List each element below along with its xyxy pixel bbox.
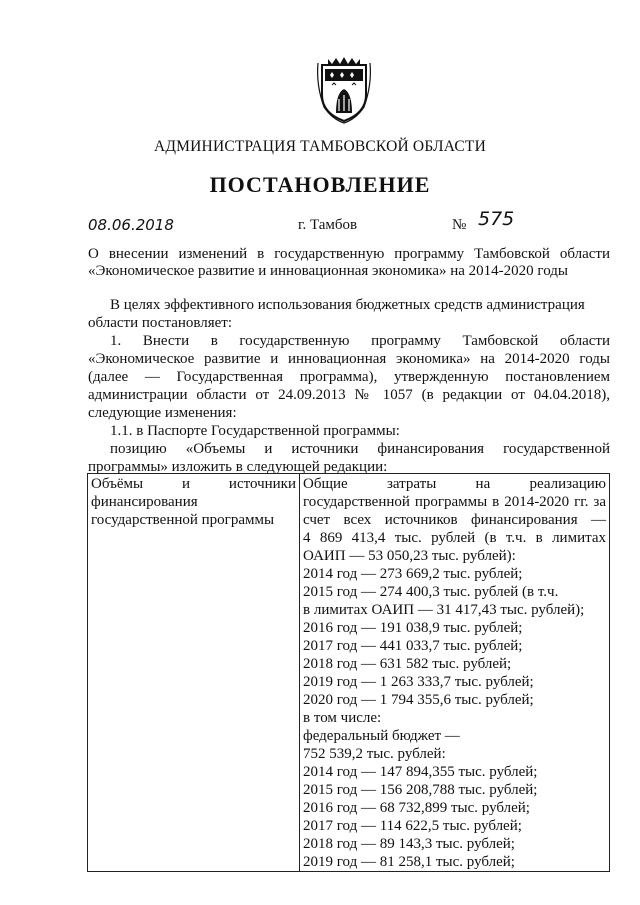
preamble-line: области постановляет:: [88, 315, 233, 331]
item-1-line: следующие изменения:: [88, 405, 237, 421]
value-line: 2016 год — 68 732,899 тыс. рублей;: [303, 800, 530, 816]
value-line: в лимитах ОАИП — 31 417,43 тыс. рублей);: [303, 602, 585, 618]
value-line: федеральный бюджет —: [303, 728, 460, 744]
value-line: 2014 год — 147 894,355 тыс. рублей;: [303, 764, 538, 780]
table-cell-label: [88, 474, 300, 872]
value-line: 4 869 413,4 тыс. рублей (в т.ч. в лимитах: [303, 530, 606, 546]
document-number: 575: [478, 208, 515, 230]
table-row: [88, 474, 610, 872]
item-1-line: «Экономическое развитие и инновационная экономика» на 2014-2020 годы: [88, 351, 610, 367]
document-type-title: ПОСТАНОВЛЕНИЕ: [209, 172, 431, 197]
document-number-label: №: [452, 217, 467, 233]
value-line: 2019 год — 81 258,1 тыс. рублей;: [303, 854, 515, 870]
value-line: 2014 год — 273 669,2 тыс. рублей;: [303, 566, 523, 582]
coat-of-arms-emblem: [314, 55, 374, 125]
value-line: счет всех источников финансирования —: [303, 512, 606, 528]
value-line: 752 539,2 тыс. рублей:: [303, 746, 446, 762]
item-1-line: администрации области от 24.09.2013 № 1057 (в редакции от 04.04.2018),: [88, 387, 610, 403]
value-line: 2018 год — 631 582 тыс. рублей;: [303, 656, 512, 672]
value-line: 2015 год — 274 400,3 тыс. рублей (в т.ч.: [303, 584, 559, 600]
passport-table: [87, 473, 610, 872]
value-line: 2017 год — 114 622,5 тыс. рублей;: [303, 818, 522, 834]
value-line: ОАИП — 53 050,23 тыс. рублей):: [303, 548, 516, 564]
value-line: государственной программы в 2014-2020 гг. за: [303, 494, 606, 510]
label-line: финансирования: [91, 494, 198, 510]
value-line: 2017 год — 441 033,7 тыс. рублей;: [303, 638, 523, 654]
label-line: государственной программы: [91, 512, 275, 528]
position-line: позицию «Объемы и источники финансирования государственной: [110, 441, 610, 457]
document-city: г. Тамбов: [298, 217, 358, 233]
table-cell-value: [300, 474, 610, 872]
value-line: 2019 год — 1 263 333,7 тыс. рублей;: [303, 674, 534, 690]
preamble-line: В целях эффективного использования бюджетных средств администрация: [110, 297, 585, 313]
item-1-line: 1. Внести в государственную программу Тамбовской области: [110, 333, 610, 349]
value-line: 2020 год — 1 794 355,6 тыс. рублей;: [303, 692, 534, 708]
value-line: 2018 год — 89 143,3 тыс. рублей;: [303, 836, 515, 852]
item-1-line: (далее — Государственная программа), утвержденную постановлением: [88, 369, 610, 385]
value-line: 2016 год — 191 038,9 тыс. рублей;: [303, 620, 523, 636]
position-line: программы» изложить в следующей редакции:: [88, 459, 388, 475]
organization-name: АДМИНИСТРАЦИЯ ТАМБОВСКОЙ ОБЛАСТИ: [154, 138, 486, 155]
value-line: в том числе:: [303, 710, 382, 726]
document-date: 08.06.2018: [88, 216, 174, 234]
item-1-1: 1.1. в Паспорте Государственной программы:: [110, 423, 400, 439]
value-line: 2015 год — 156 208,788 тыс. рублей;: [303, 782, 538, 798]
document-subject: О внесении изменений в государственную программу Тамбовской области «Экономическое развитие и инновационная экономика» на 2014-2020 годы: [88, 246, 610, 279]
label-line: Объёмы и источники: [91, 476, 296, 492]
value-line: Общие затраты на реализацию: [303, 476, 606, 492]
document-body: [88, 296, 610, 476]
